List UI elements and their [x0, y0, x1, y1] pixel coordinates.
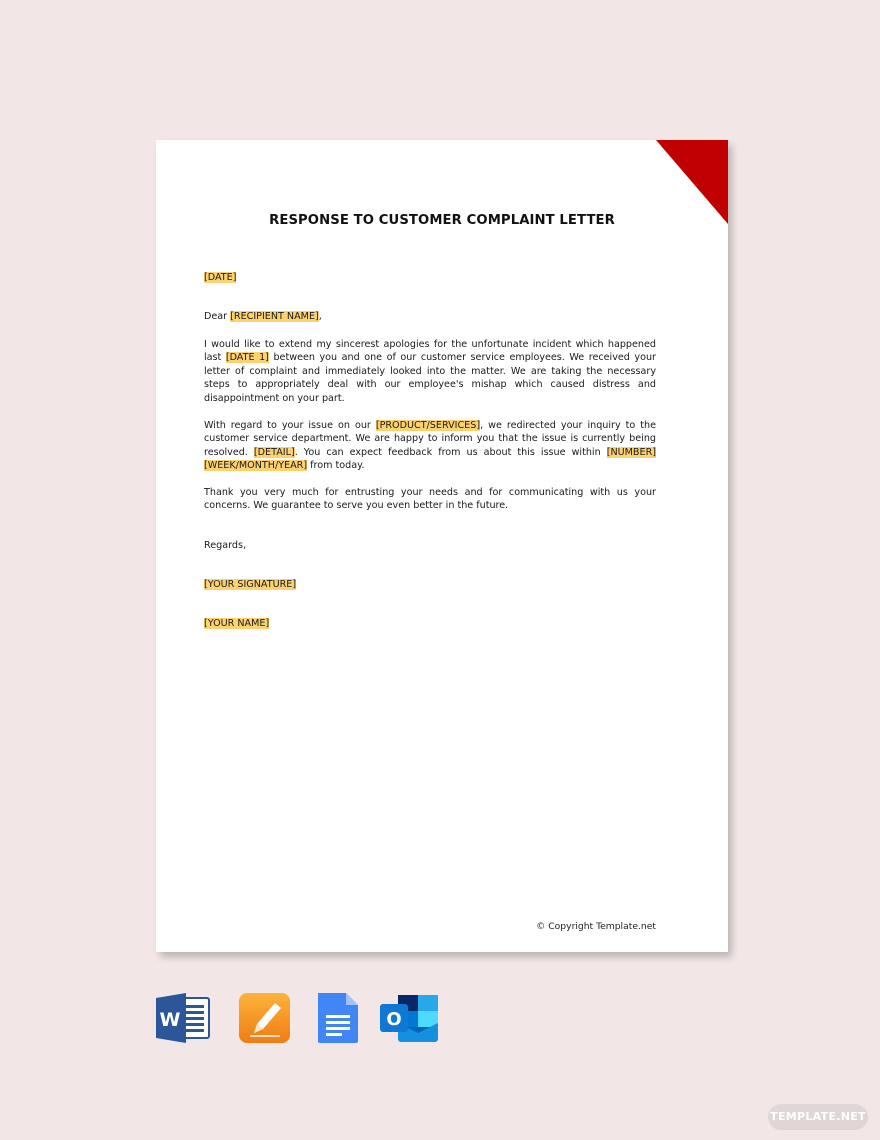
- period-placeholder: [WEEK/MONTH/YEAR]: [204, 460, 308, 472]
- paragraph-thanks: Thank you very much for entrusting your needs and for communicating with us your concerns. We guarantee to serve you even better in the future.: [204, 487, 656, 512]
- salutation: [204, 310, 656, 323]
- recipient-placeholder: [RECIPIENT NAME]: [230, 311, 319, 322]
- paragraph-resolution: [204, 419, 656, 473]
- letter-preview: [156, 140, 728, 952]
- pages-icon[interactable]: [238, 993, 292, 1043]
- number-placeholder: [NUMBER]: [606, 446, 656, 458]
- copyright-notice: © Copyright Template.net: [536, 921, 656, 932]
- google-docs-icon[interactable]: [312, 993, 366, 1043]
- word-glyph: W: [159, 1009, 181, 1031]
- red-corner-ribbon: [656, 140, 728, 224]
- p1-text-start: I would like to extend my sincerest apologies for the unfortunate incident which happened last: [204, 339, 656, 364]
- p1-text-end: between you and one of our customer service employees. We received your letter of complaint and immediately looked into the matter. We are taking the necessary steps to appropriately deal with our employee's mishap which caused distress and disappointment on your part.: [204, 352, 656, 404]
- signature-placeholder: [YOUR SIGNATURE]: [204, 579, 297, 590]
- detail-placeholder: [DETAIL]: [253, 446, 295, 458]
- outlook-icon[interactable]: [378, 993, 432, 1043]
- closing: Regards,: [204, 540, 247, 551]
- date-placeholder: [DATE]: [204, 272, 237, 283]
- p2-text-end: from today.: [307, 460, 365, 472]
- template-net-watermark: TEMPLATE.NET: [768, 1104, 868, 1130]
- p2-text-start: With regard to your issue on our: [204, 420, 376, 431]
- salutation-prefix: Dear: [204, 311, 231, 322]
- outlook-glyph: O: [386, 1009, 402, 1030]
- date-line: [204, 271, 656, 284]
- letter-title: RESPONSE TO CUSTOMER COMPLAINT LETTER: [269, 213, 615, 228]
- signature-line: [204, 578, 656, 591]
- date1-placeholder: [DATE 1]: [225, 352, 269, 364]
- p2-text-middle-2: . You can expect feedback from us about this issue within: [294, 446, 607, 458]
- product-placeholder: [PRODUCT/SERVICES]: [375, 420, 481, 431]
- salutation-suffix: ,: [318, 311, 322, 322]
- word-icon[interactable]: [156, 993, 210, 1043]
- name-line: [204, 617, 656, 630]
- p2-text-middle: , we redirected your inquiry to the customer service department. We are happy to inform you that the issue is currently being resolved.: [204, 420, 656, 458]
- name-placeholder: [YOUR NAME]: [204, 618, 270, 629]
- paragraph-apology: [204, 338, 656, 405]
